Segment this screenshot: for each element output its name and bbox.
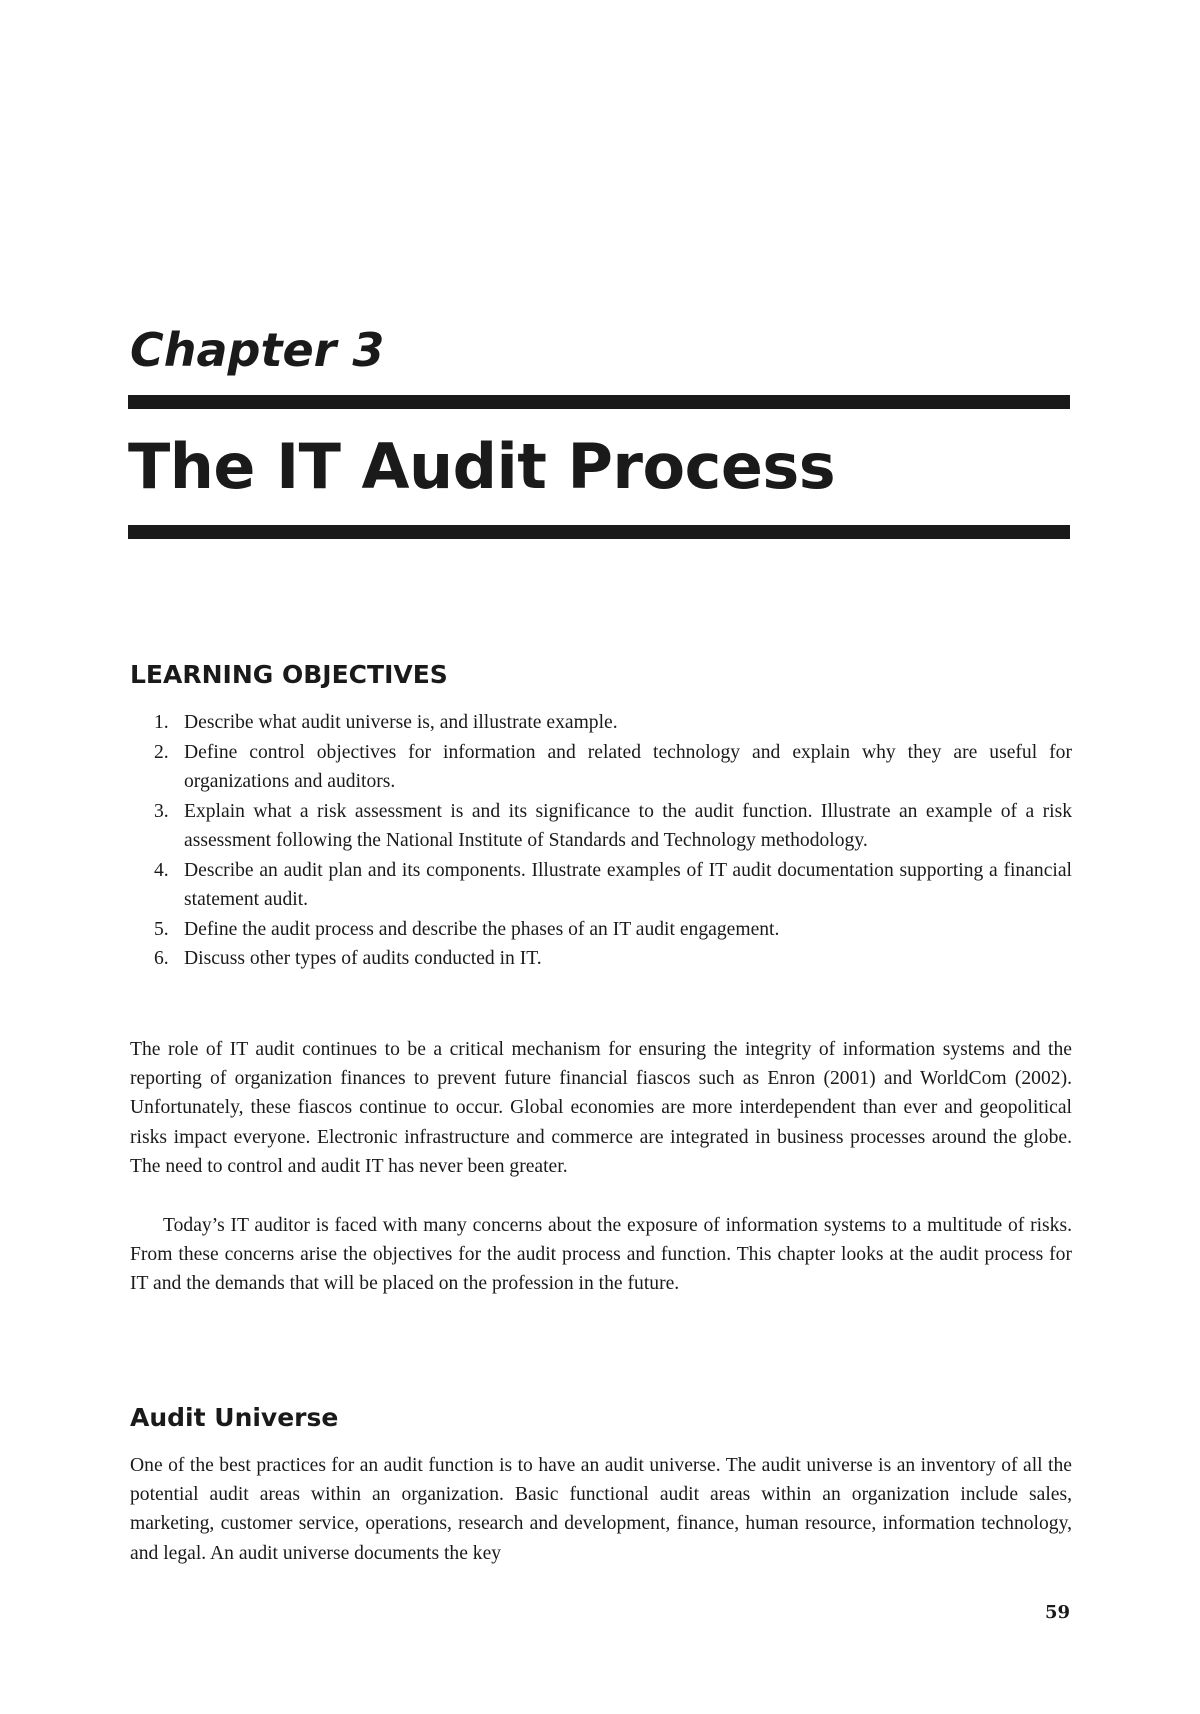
chapter-title: The IT Audit Process (128, 430, 836, 503)
chapter-label: Chapter 3 (130, 323, 385, 377)
objective-number: 6. (154, 948, 169, 969)
objective-item (130, 738, 1072, 797)
intro-paragraph-2: Today’s IT auditor is faced with many concerns about the exposure of information systems to a multitude of risks. From these concerns arise the objectives for the audit process and function. This chapter looks at the audit process for IT and the demands that will be placed on the profession in the future. (130, 1215, 1072, 1295)
learning-objectives-list (130, 708, 1072, 974)
objective-item (130, 708, 1072, 738)
audit-universe-heading: Audit Universe (130, 1403, 339, 1432)
objective-number: 4. (154, 859, 169, 881)
objective-number: 1. (154, 712, 169, 733)
objective-text: Define the audit process and describe the phases of an IT audit engagement. (184, 918, 780, 940)
objective-text: Describe what audit universe is, and illustrate example. (184, 712, 618, 733)
audit-universe-paragraph: One of the best practices for an audit function is to have an audit universe. The audit universe is an inventory of all the potential audit areas within an organization. Basic functional audit areas within an organization include sales, marketing, customer service, operations, research and development, finance, human resource, information technology, and legal. An audit universe documents the key (130, 1455, 1072, 1564)
objective-text: Define control objectives for information and related technology and explain why they are useful for organizations and auditors. (184, 741, 1072, 792)
objective-item (130, 915, 1072, 945)
objective-text: Discuss other types of audits conducted in IT. (184, 948, 542, 969)
page-number: 59 (1044, 1602, 1070, 1623)
title-top-rule (128, 395, 1070, 409)
objective-number: 2. (154, 741, 169, 763)
title-bottom-rule (128, 525, 1070, 539)
objective-text: Explain what a risk assessment is and its significance to the audit function. Illustrate an example of a risk assessment following the National Institute of Standards and Technology methodology. (184, 800, 1072, 851)
intro-paragraph-1: The role of IT audit continues to be a critical mechanism for ensuring the integrity of information systems and the reporting of organization finances to prevent future financial fiascos such as Enron (2001) and WorldCom (2002). Unfortunately, these fiascos continue to occur. Global economies are more interdependent than ever and geopolitical risks impact everyone. Electronic infrastructure and commerce are integrated in business processes around the globe. The need to control and audit IT has never been greater. (130, 1039, 1072, 1177)
objective-item (130, 944, 1072, 974)
objective-number: 3. (154, 800, 169, 822)
objective-text: Describe an audit plan and its components. Illustrate examples of IT audit documentation supporting a financial statement audit. (184, 859, 1072, 910)
objective-number: 5. (154, 918, 169, 940)
objective-item (130, 797, 1072, 856)
objective-item (130, 856, 1072, 915)
learning-objectives-heading: LEARNING OBJECTIVES (130, 660, 448, 689)
